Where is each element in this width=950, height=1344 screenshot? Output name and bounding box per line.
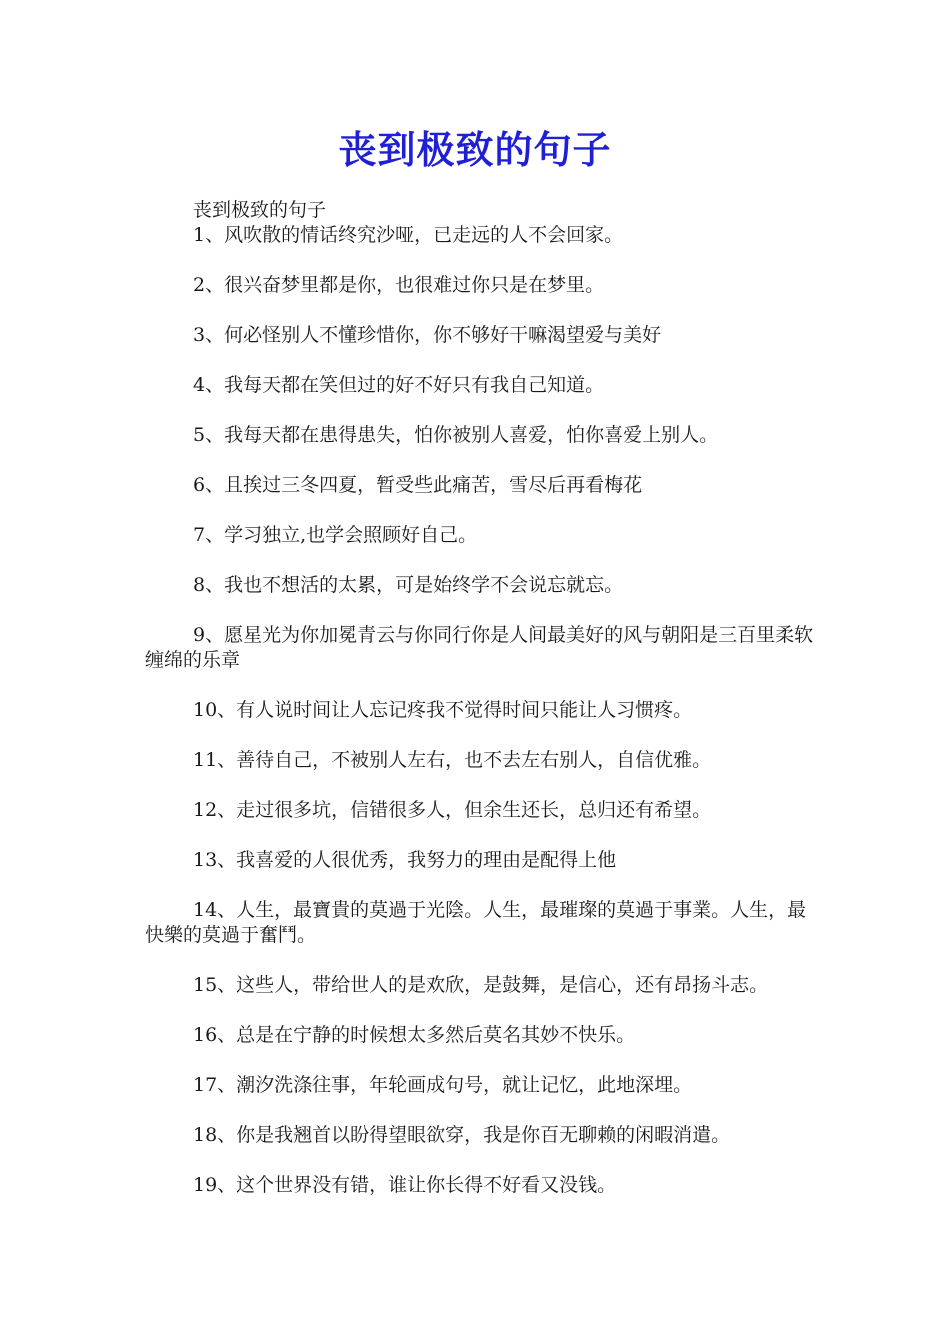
list-item: 19、这个世界没有错，谁让你长得不好看又没钱。	[193, 1174, 617, 1196]
list-item: 11、善待自己，不被别人左右，也不去左右别人，自信优雅。	[193, 749, 712, 771]
list-item: 8、我也不想活的太累，可是始终学不会说忘就忘。	[193, 574, 624, 596]
list-item: 4、我每天都在笑但过的好不好只有我自己知道。	[193, 374, 605, 396]
list-item: 16、总是在宁静的时候想太多然后莫名其妙不快乐。	[193, 1024, 636, 1046]
page-title: 丧到极致的句子	[338, 127, 612, 172]
list-item: 10、有人说时间让人忘记疼我不觉得时间只能让人习惯疼。	[193, 699, 693, 721]
list-item: 5、我每天都在患得患失，怕你被别人喜爱，怕你喜爱上别人。	[193, 424, 719, 446]
list-item: 9、愿星光为你加冕青云与你同行你是人间最美好的风与朝阳是三百里柔软缠绵的乐章	[145, 624, 814, 671]
list-item: 13、我喜爱的人很优秀，我努力的理由是配得上他	[193, 849, 617, 871]
list-item: 18、你是我翘首以盼得望眼欲穿，我是你百无聊赖的闲暇消遣。	[193, 1124, 731, 1146]
list-item: 17、潮汐洗涤往事，年轮画成句号，就让记忆，此地深埋。	[193, 1074, 693, 1096]
list-item: 14、人生，最寶貴的莫過于光陰。人生，最璀璨的莫過于事業。人生，最快樂的莫過于奮鬥。	[145, 899, 807, 946]
list-item: 1、风吹散的情话终究沙哑，已走远的人不会回家。	[193, 224, 624, 246]
list-item: 15、这些人，带给世人的是欢欣，是鼓舞，是信心，还有昂扬斗志。	[193, 974, 769, 996]
list-item: 2、很兴奋梦里都是你，也很难过你只是在梦里。	[193, 274, 605, 296]
list-item: 3、何必怪别人不懂珍惜你，你不够好干嘛渴望爱与美好	[193, 324, 662, 346]
list-item: 12、走过很多坑，信错很多人，但余生还长，总归还有希望。	[193, 799, 712, 821]
document-subtitle: 丧到极致的句子	[193, 199, 327, 221]
list-item: 7、学习独立,也学会照顾好自己。	[193, 524, 478, 546]
document-body	[145, 198, 825, 1223]
list-item: 6、且挨过三冬四夏，暂受些此痛苦，雪尽后再看梅花	[193, 474, 643, 496]
